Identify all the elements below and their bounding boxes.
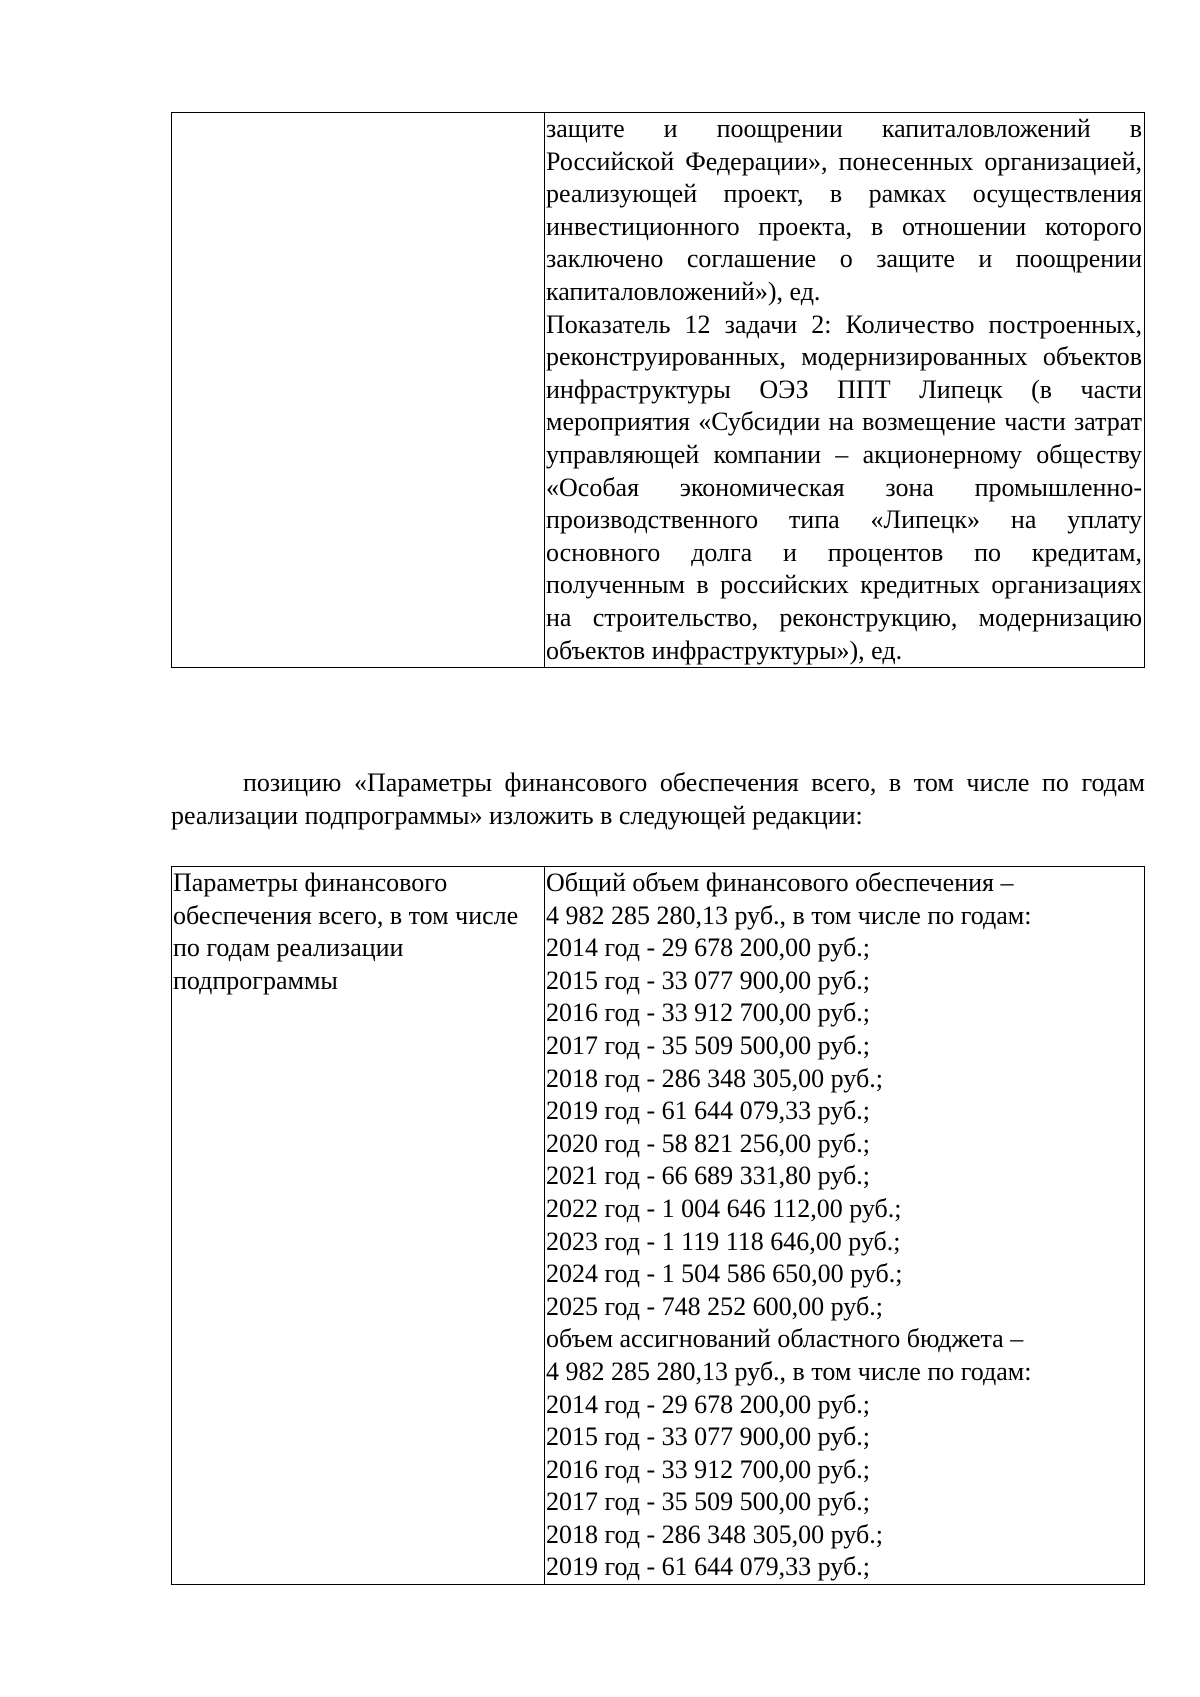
finance-parameters-table [171,866,1145,1585]
finance-line: 2021 год - 66 689 331,80 руб.; [546,1161,870,1191]
finance-line: 2022 год - 1 004 646 112,00 руб.; [546,1193,902,1223]
finance-line: 2019 год - 61 644 079,33 руб.; [546,1096,870,1126]
finance-line: 2015 год - 33 077 900,00 руб.; [546,1422,870,1452]
finance-line: 2018 год - 286 348 305,00 руб.; [546,1519,883,1549]
table-row [172,113,1145,668]
table-row [172,867,1145,1585]
finance-line: 2024 год - 1 504 586 650,00 руб.; [546,1259,903,1289]
finance-line: 2017 год - 35 509 500,00 руб.; [546,1487,870,1517]
finance-line: 2017 год - 35 509 500,00 руб.; [546,1030,870,1060]
indicators-cell [545,113,1145,668]
finance-line: Общий объем финансового обеспечения – [546,868,1014,897]
finance-line: 2014 год - 29 678 200,00 руб.; [546,1389,870,1419]
indicator-12-paragraph: Показатель 12 задачи 2: Количество построенных, реконструированных, модернизированных объектов инфраструктуры ОЭЗ ППТ Липецк (в части мероприятия «Субсидии на возмещение части затрат управляющей компании – акционерному обществу «Особая экономическая зона промышленно-производственного типа «Липецк» на уплату основного долга и процентов по кредитам, полученным в российских кредитных организациях на строительство, реконструкцию, модернизацию объектов инфраструктуры»), ед. [546,309,1142,665]
finance-line: 2018 год - 286 348 305,00 руб.; [546,1063,883,1093]
finance-line: 4 982 285 280,13 руб., в том числе по годам: [546,900,1032,930]
finance-line: 2020 год - 58 821 256,00 руб.; [546,1128,870,1158]
finance-line: 4 982 285 280,13 руб., в том числе по годам: [546,1356,1032,1386]
finance-label-cell: Параметры финансового обеспечения всего, в том числе по годам реализации подпрограммы [172,867,545,1585]
finance-line: 2014 год - 29 678 200,00 руб.; [546,933,870,963]
indicators-table-continuation [171,112,1145,668]
finance-line: 2016 год - 33 912 700,00 руб.; [546,998,870,1028]
finance-line: 2016 год - 33 912 700,00 руб.; [546,1454,870,1484]
intro-paragraph: позицию «Параметры финансового обеспечения всего, в том числе по годам реализации подпрограммы» изложить в следующей редакции: [171,768,1145,830]
finance-line: 2015 год - 33 077 900,00 руб.; [546,965,870,995]
finance-values-cell [545,867,1145,1585]
finance-line: 2019 год - 61 644 079,33 руб.; [546,1552,870,1582]
indicator-paragraph: защите и поощрении капиталовложений в Российской Федерации», понесенных организацией, реализующей проект, в рамках осуществления инвестиционного проекта, в отношении которого заключено соглашение о защите и поощрении капиталовложений»), ед. [546,114,1142,306]
finance-line: объем ассигнований областного бюджета – [546,1324,1024,1354]
table-cell-empty [172,113,545,668]
finance-line: 2025 год - 748 252 600,00 руб.; [546,1291,883,1321]
finance-line: 2023 год - 1 119 118 646,00 руб.; [546,1226,901,1256]
